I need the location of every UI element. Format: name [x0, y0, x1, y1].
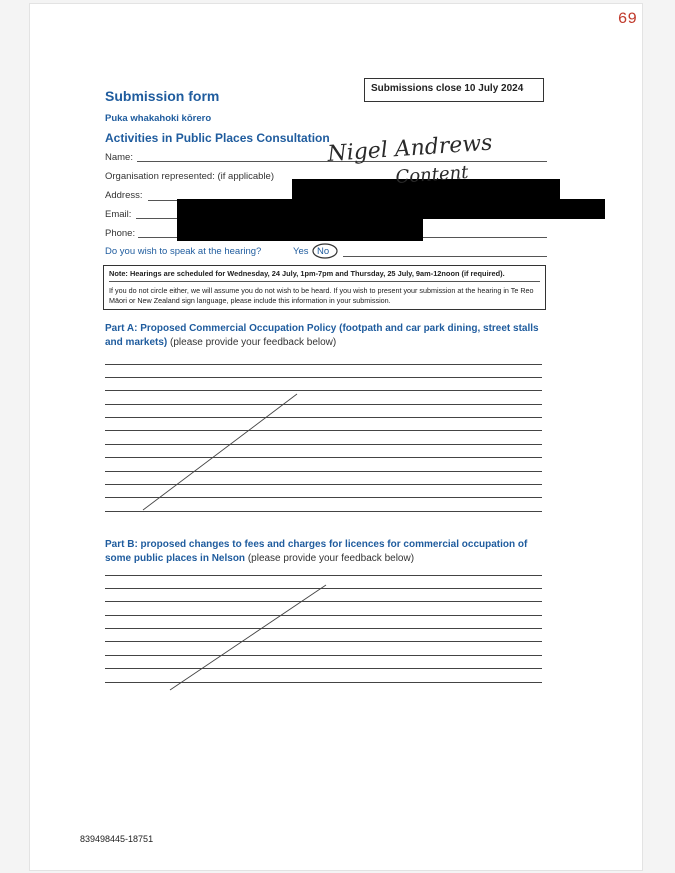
form-subtitle: Puka whakahoki kōrero — [105, 113, 212, 124]
document-id: 839498445-18751 — [80, 834, 154, 844]
form-title: Submission form — [105, 88, 220, 104]
hearing-instructions: If you do not circle either, we will assume you do not wish to be heard. If you wish to present your submission at the hearing in Te Reo Māori or New Zealand sign language, please include this information in your submission. — [109, 286, 534, 305]
part-a-instruction: (please provide your feedback below) — [167, 337, 337, 348]
part-b-instruction: (please provide your feedback below) — [245, 553, 415, 564]
phone-label: Phone: — [105, 228, 136, 239]
consultation-heading: Activities in Public Places Consultation — [105, 131, 330, 145]
part-a-strike-through — [143, 394, 297, 510]
part-b-strike-through — [170, 585, 326, 690]
page-number: 69 — [617, 10, 637, 28]
part-a-title: Part A: Proposed Commercial Occupation Policy (footpath and car park dining, street stalls and markets) — [105, 323, 539, 348]
email-label: Email: — [105, 209, 132, 220]
hearing-schedule-note: Note: Hearings are scheduled for Wednesday, 24 July, 1pm-7pm and Thursday, 25 July, 9am-12noon (if required). — [109, 269, 540, 282]
closing-date-notice: Submissions close 10 July 2024 — [364, 78, 544, 102]
speak-question: Do you wish to speak at the hearing? — [105, 246, 262, 257]
organisation-label: Organisation represented: (if applicable) — [105, 171, 274, 182]
part-b-title: Part B: proposed changes to fees and charges for licences for commercial occupation of some public places in Nelson — [105, 539, 528, 564]
handwritten-organisation: Content — [394, 161, 470, 188]
address-label: Address: — [105, 190, 143, 201]
name-label: Name: — [105, 152, 133, 163]
speak-yes-option[interactable]: Yes — [293, 246, 309, 257]
handwritten-name: Nigel Andrews — [326, 130, 494, 167]
circled-no-mark — [313, 244, 337, 258]
speak-no-option[interactable]: No — [317, 246, 330, 257]
